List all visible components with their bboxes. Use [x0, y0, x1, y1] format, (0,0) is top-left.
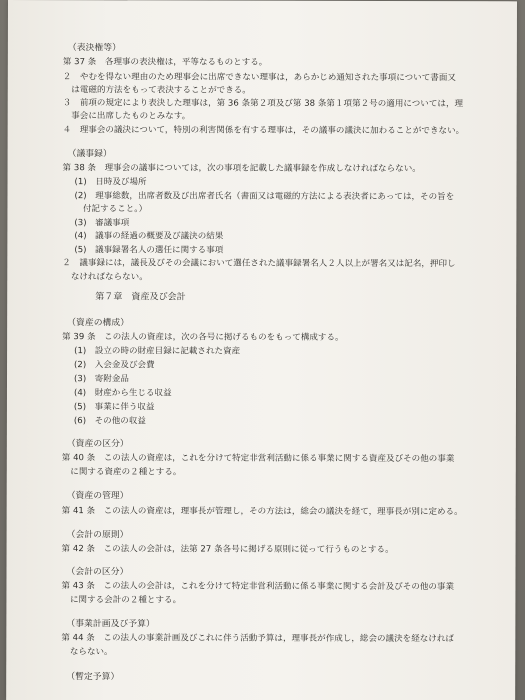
section-heading-business-plan-budget: （事業計画及び予算） [66, 619, 155, 630]
section-heading-asset-composition: （資産の構成） [67, 318, 130, 329]
article-38-line-1: 第 38 条 理事会の議事については，次の事項を記載した議事録を作成しなければならない。 [62, 163, 421, 175]
article-41-line-1: 第 41 条 この法人の資産は，理事長が管理し，その方法は，総会の議決を経て，理事長が別に定める。 [61, 506, 463, 518]
article-44-line-2: ならない。 [61, 647, 113, 658]
article-37-line-5: 事会に出席したものとみなす。 [62, 111, 191, 122]
article-39-item-6: (6) その他の収益 [73, 416, 146, 427]
article-38-item-4: (4) 議事の経過の概要及び議決の結果 [74, 231, 224, 242]
article-37-line-3: は電磁的方法をもって表決することができる。 [62, 85, 251, 96]
article-39-item-2: (2) 入会金及び会費 [74, 360, 155, 371]
section-heading-provisional-budget: （暫定予算） [66, 672, 120, 683]
section-heading-accounting-principles: （会計の原則） [66, 530, 129, 541]
article-40-line-2: に関する資産の２種とする。 [61, 467, 182, 478]
article-37-line-1: 第 37 条 各理事の表決権は，平等なるものとする。 [62, 57, 268, 68]
document-content [6, 0, 517, 700]
article-38-item-3: (3) 審議事項 [74, 218, 130, 229]
document-page [6, 0, 517, 700]
article-38-line-2: ２ 議事録には，議長及びその会議において選任された議事録署名人２人以上が署名又は記名，押印し [62, 258, 456, 270]
section-heading-accounting-classification: （会計の区分） [66, 567, 129, 578]
article-39-item-3: (3) 寄附金品 [73, 374, 129, 385]
article-40-line-1: 第 40 条 この法人の資産は，これを分けて特定非営利活動に係る事業に関する資産及びその他の事業 [61, 453, 455, 465]
article-39-item-1: (1) 設立の時の財産目録に記載された資産 [74, 346, 241, 357]
article-42-line-1: 第 42 条 この法人の会計は，法第 27 条各号に掲げる原則に従って行うものとする。 [61, 544, 394, 556]
section-heading-asset-classification: （資産の区分） [66, 439, 129, 450]
article-38-item-5: (5) 議事録署名人の選任に関する事項 [74, 245, 224, 256]
section-heading-minutes: （議事録） [67, 149, 112, 160]
article-39-line-1: 第 39 条 この法人の資産は，次の各号に掲げるものをもって構成する。 [62, 332, 344, 343]
section-heading-asset-management: （資産の管理） [66, 491, 129, 502]
section-heading-voting-rights: （表決権等） [67, 43, 121, 54]
article-38-item-1: (1) 日時及び場所 [74, 177, 147, 188]
article-38-item-2: (2) 理事総数，出席者数及び出席者氏名（書面又は電磁的方法による表決者にあっては，その旨を [74, 191, 455, 203]
article-39-item-5: (5) 事業に伴う収益 [73, 402, 155, 413]
article-38-line-3: なければならない。 [62, 272, 148, 283]
article-38-item-2-continued: 付記すること。） [74, 204, 148, 215]
article-37-line-2: ２ やむを得ない理由のため理事会に出席できない理事は，あらかじめ通知された事項について書面又 [62, 72, 456, 84]
article-37-line-6: ４ 理事会の議決について，特別の利害関係を有する理事は，その議事の議決に加わることができない。 [62, 125, 465, 137]
article-43-line-1: 第 43 条 この法人の会計は，これを分けて特定非営利活動に係る事業に関する会計及びその他の事業 [61, 581, 455, 593]
chapter-7-heading: 第７章 資産及び会計 [95, 292, 186, 303]
article-43-line-2: に関する会計の２種とする。 [61, 595, 182, 606]
article-37-line-4: ３ 前項の規定により表決した理事は，第 36 条第２項及び第 38 条第１項第２号の適用については，理 [62, 98, 464, 110]
article-39-item-4: (4) 財産から生じる収益 [73, 388, 172, 399]
article-44-line-1: 第 44 条 この法人の事業計画及びこれに伴う活動予算は，理事長が作成し，総会の議決を経なければ [61, 633, 454, 645]
